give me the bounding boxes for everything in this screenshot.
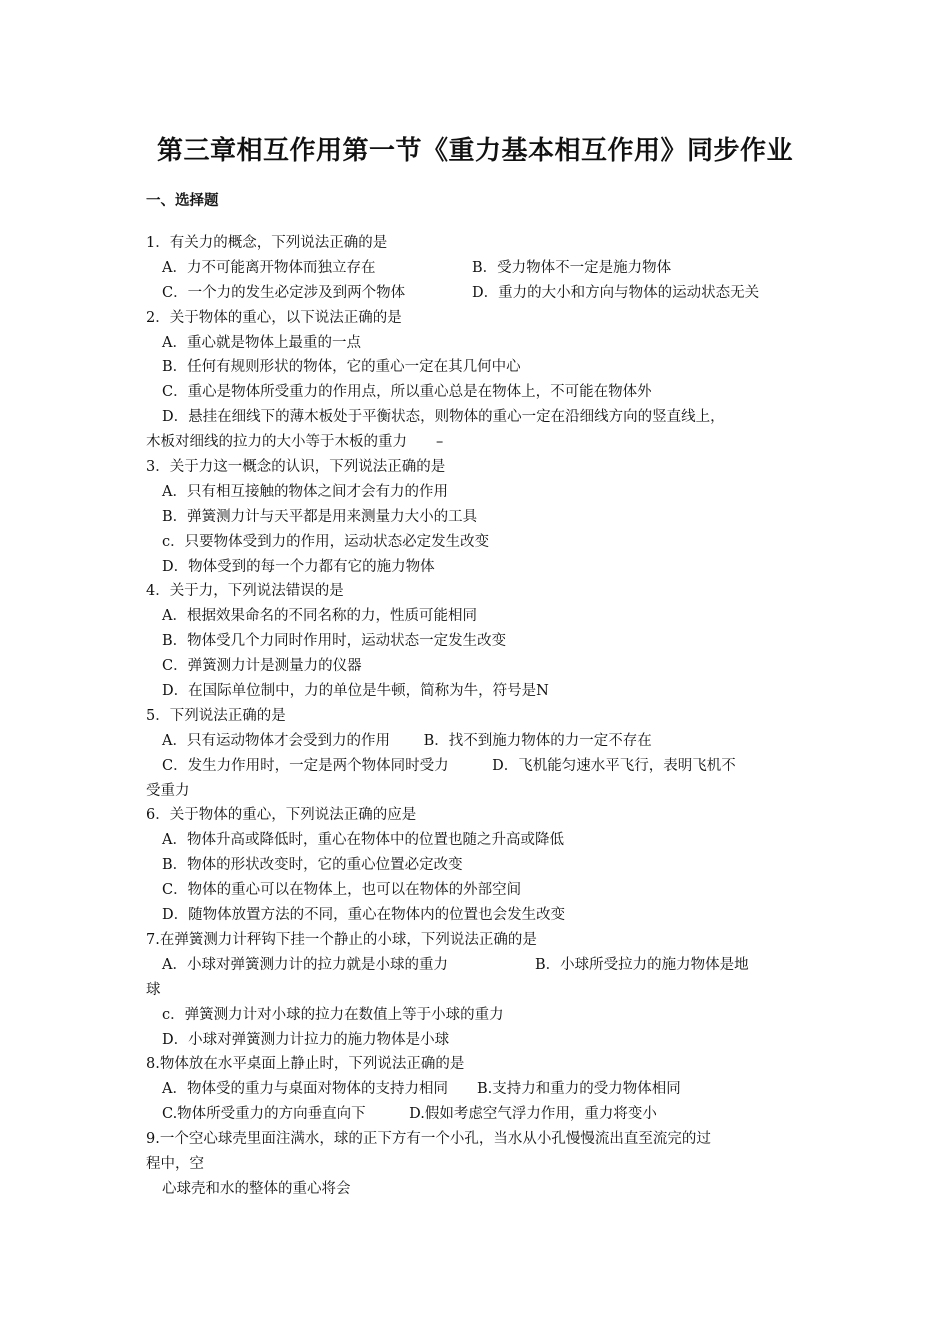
question-3-stem: 3．关于力这一概念的认识，下列说法正确的是 xyxy=(146,459,446,476)
option-d: D．小球对弹簧测力计拉力的施力物体是小球 xyxy=(162,1031,450,1048)
question-8-options-cd: C.物体所受重力的方向垂直向下 D.假如考虑空气浮力作用，重力将变小 xyxy=(162,1106,657,1123)
option-b: B．物体的形状改变时，它的重心位置必定改变 xyxy=(162,857,463,874)
option-d: D．重力的大小和方向与物体的运动状态无关 xyxy=(472,284,760,301)
question-5-options-ab: A．只有运动物体才会受到力的作用 B．找不到施力物体的力一定不存在 xyxy=(162,732,652,749)
option-b: B．受力物体不一定是施力物体 xyxy=(472,259,672,276)
option-a: A．重心就是物体上最重的一点 xyxy=(162,334,361,351)
question-7-options-ab-continued: 球 xyxy=(146,981,161,998)
option-c: C．重心是物体所受重力的作用点，所以重心总是在物体上，不可能在物体外 xyxy=(162,384,652,401)
question-5-stem: 5．下列说法正确的是 xyxy=(146,707,286,724)
option-a: A．力不可能离开物体而独立存在 xyxy=(162,259,376,276)
option-c: C．一个力的发生必定涉及到两个物体 xyxy=(162,284,406,301)
option-a: A．根据效果命名的不同名称的力，性质可能相同 xyxy=(162,608,477,625)
question-list xyxy=(146,231,816,1202)
question-1-options-ab xyxy=(146,256,816,281)
question-8-options-ab: A．物体受的重力与桌面对物体的支持力相同 B.支持力和重力的受力物体相同 xyxy=(162,1081,681,1098)
question-1-options-cd xyxy=(146,281,816,306)
option-c: C．弹簧测力计是测量力的仪器 xyxy=(162,658,362,675)
page-title: 第三章相互作用第一节《重力基本相互作用》同步作业 xyxy=(156,136,793,166)
option-b: B．弹簧测力计与天平都是用来测量力大小的工具 xyxy=(162,508,478,525)
question-6-stem: 6．关于物体的重心，下列说法正确的应是 xyxy=(146,807,417,824)
question-2-stem: 2．关于物体的重心，以下说法正确的是 xyxy=(146,309,402,326)
question-8-stem: 8.物体放在水平桌面上静止时，下列说法正确的是 xyxy=(146,1056,465,1073)
question-9-stem-continued-2: 心球壳和水的整体的重心将会 xyxy=(162,1180,351,1197)
question-5-options-cd-continued: 受重力 xyxy=(146,782,190,799)
option-c: c．只要物体受到力的作用，运动状态必定发生改变 xyxy=(162,533,490,550)
question-1-stem: 1．有关力的概念，下列说法正确的是 xyxy=(146,235,388,251)
question-4-stem: 4．关于力，下列说法错误的是 xyxy=(146,583,344,600)
option-b: B．物体受几个力同时作用时，运动状态一定发生改变 xyxy=(162,633,507,650)
question-5-options-cd: C．发生力作用时，一定是两个物体同时受力 D．飞机能匀速水平飞行，表明飞机不 xyxy=(162,757,736,774)
option-a: A．物体升高或降低时，重心在物体中的位置也随之升高或降低 xyxy=(162,832,564,849)
question-9-stem-continued: 程中，空 xyxy=(146,1155,204,1172)
option-d: D．悬挂在细线下的薄木板处于平衡状态，则物体的重心一定在沿细线方向的竖直线上， xyxy=(162,409,725,426)
section-heading: 一、选择题 xyxy=(146,193,219,209)
option-d: D．在国际单位制中，力的单位是牛顿，简称为牛，符号是N xyxy=(162,683,549,700)
option-a: A．只有相互接触的物体之间才会有力的作用 xyxy=(162,483,448,500)
question-9-stem: 9.一个空心球壳里面注满水，球的正下方有一个小孔，当水从小孔慢慢流出直至流完的过 xyxy=(146,1131,711,1148)
question-7-stem: 7.在弹簧测力计秤钩下挂一个静止的小球，下列说法正确的是 xyxy=(146,931,537,948)
question-7-options-ab: A．小球对弹簧测力计的拉力就是小球的重力 B．小球所受拉力的施力物体是地 xyxy=(162,956,749,973)
option-d: D．物体受到的每一个力都有它的施力物体 xyxy=(162,558,435,575)
option-d: D．随物体放置方法的不同，重心在物体内的位置也会发生改变 xyxy=(162,907,566,924)
option-c: c．弹簧测力计对小球的拉力在数值上等于小球的重力 xyxy=(162,1006,504,1023)
option-c: C．物体的重心可以在物体上，也可以在物体的外部空间 xyxy=(162,882,522,899)
option-d-continued: 木板对细线的拉力的大小等于木板的重力 – xyxy=(146,434,444,451)
option-b: B．任何有规则形状的物体，它的重心一定在其几何中心 xyxy=(162,359,521,376)
